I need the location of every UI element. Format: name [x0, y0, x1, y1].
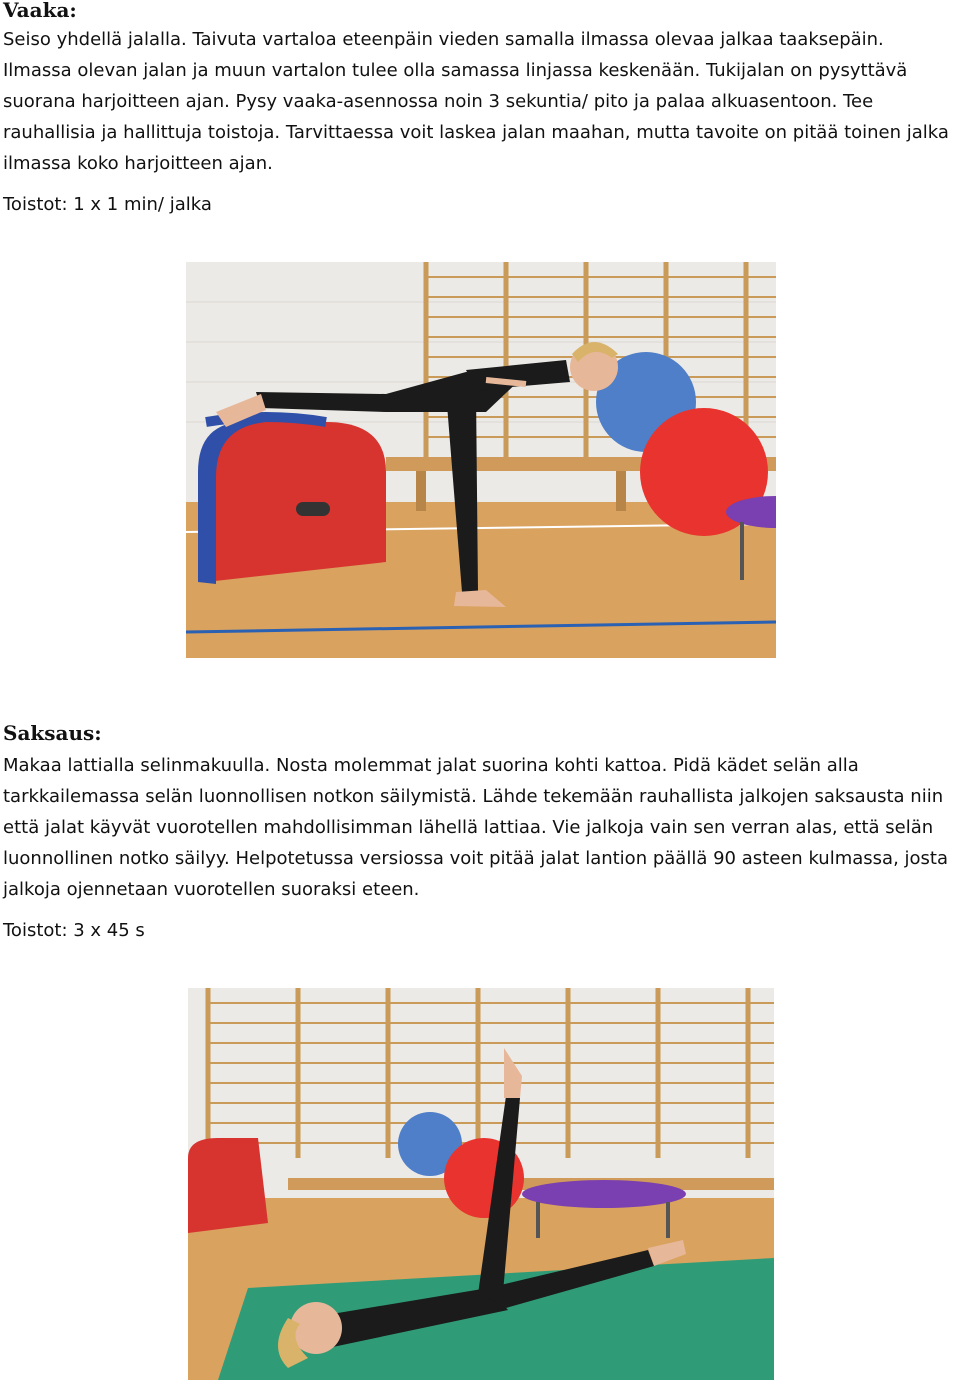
exercise-photo-saksaus — [188, 988, 774, 1380]
exercise-photo-vaaka — [186, 262, 776, 658]
vault-block — [188, 1138, 268, 1233]
section-title-saksaus: Saksaus: — [3, 721, 102, 745]
section-body-saksaus: Makaa lattialla selinmakuulla. Nosta molemmat jalat suorina kohti kattoa. Pidä kädet selän alla tarkkailemassa selän luonnollisen notkon säilymistä. Lähde tekemään rauhallista jalkojen saksausta niin että jalat käyvät vuorotellen mahdollisimman lähellä lattiaa. Vie jalkoja vain sen verran alas, että selän luonnollinen notko säilyy. Helpotetussa versiossa voit pitää jalat lantion päällä 90 asteen kulmassa, josta jalkoja ojennetaan vuorotellen suoraksi eteen. — [3, 755, 948, 900]
section-reps-saksaus: Toistot: 3 x 45 s — [3, 920, 145, 941]
section-reps-vaaka: Toistot: 1 x 1 min/ jalka — [3, 194, 212, 215]
section-body-vaaka: Seiso yhdellä jalalla. Taivuta vartaloa eteenpäin vieden samalla ilmassa olevaa jalkaa taaksepäin. Ilmassa olevan jalan ja muun vartalon tulee olla samassa linjassa keskenään. Tukijalan on pysyttävä suorana harjoitteen ajan. Pysy vaaka-asennossa noin 3 sekuntia/ pito ja palaa alkuasentoon. Tee rauhallisia ja hallittuja toistoja. Tarvittaessa voit laskea jalan maahan, mutta tavoite on pitää toinen jalka ilmassa koko harjoitteen ajan. — [3, 29, 949, 174]
section-title-vaaka: Vaaka: — [3, 0, 77, 22]
vault-block — [198, 417, 386, 584]
